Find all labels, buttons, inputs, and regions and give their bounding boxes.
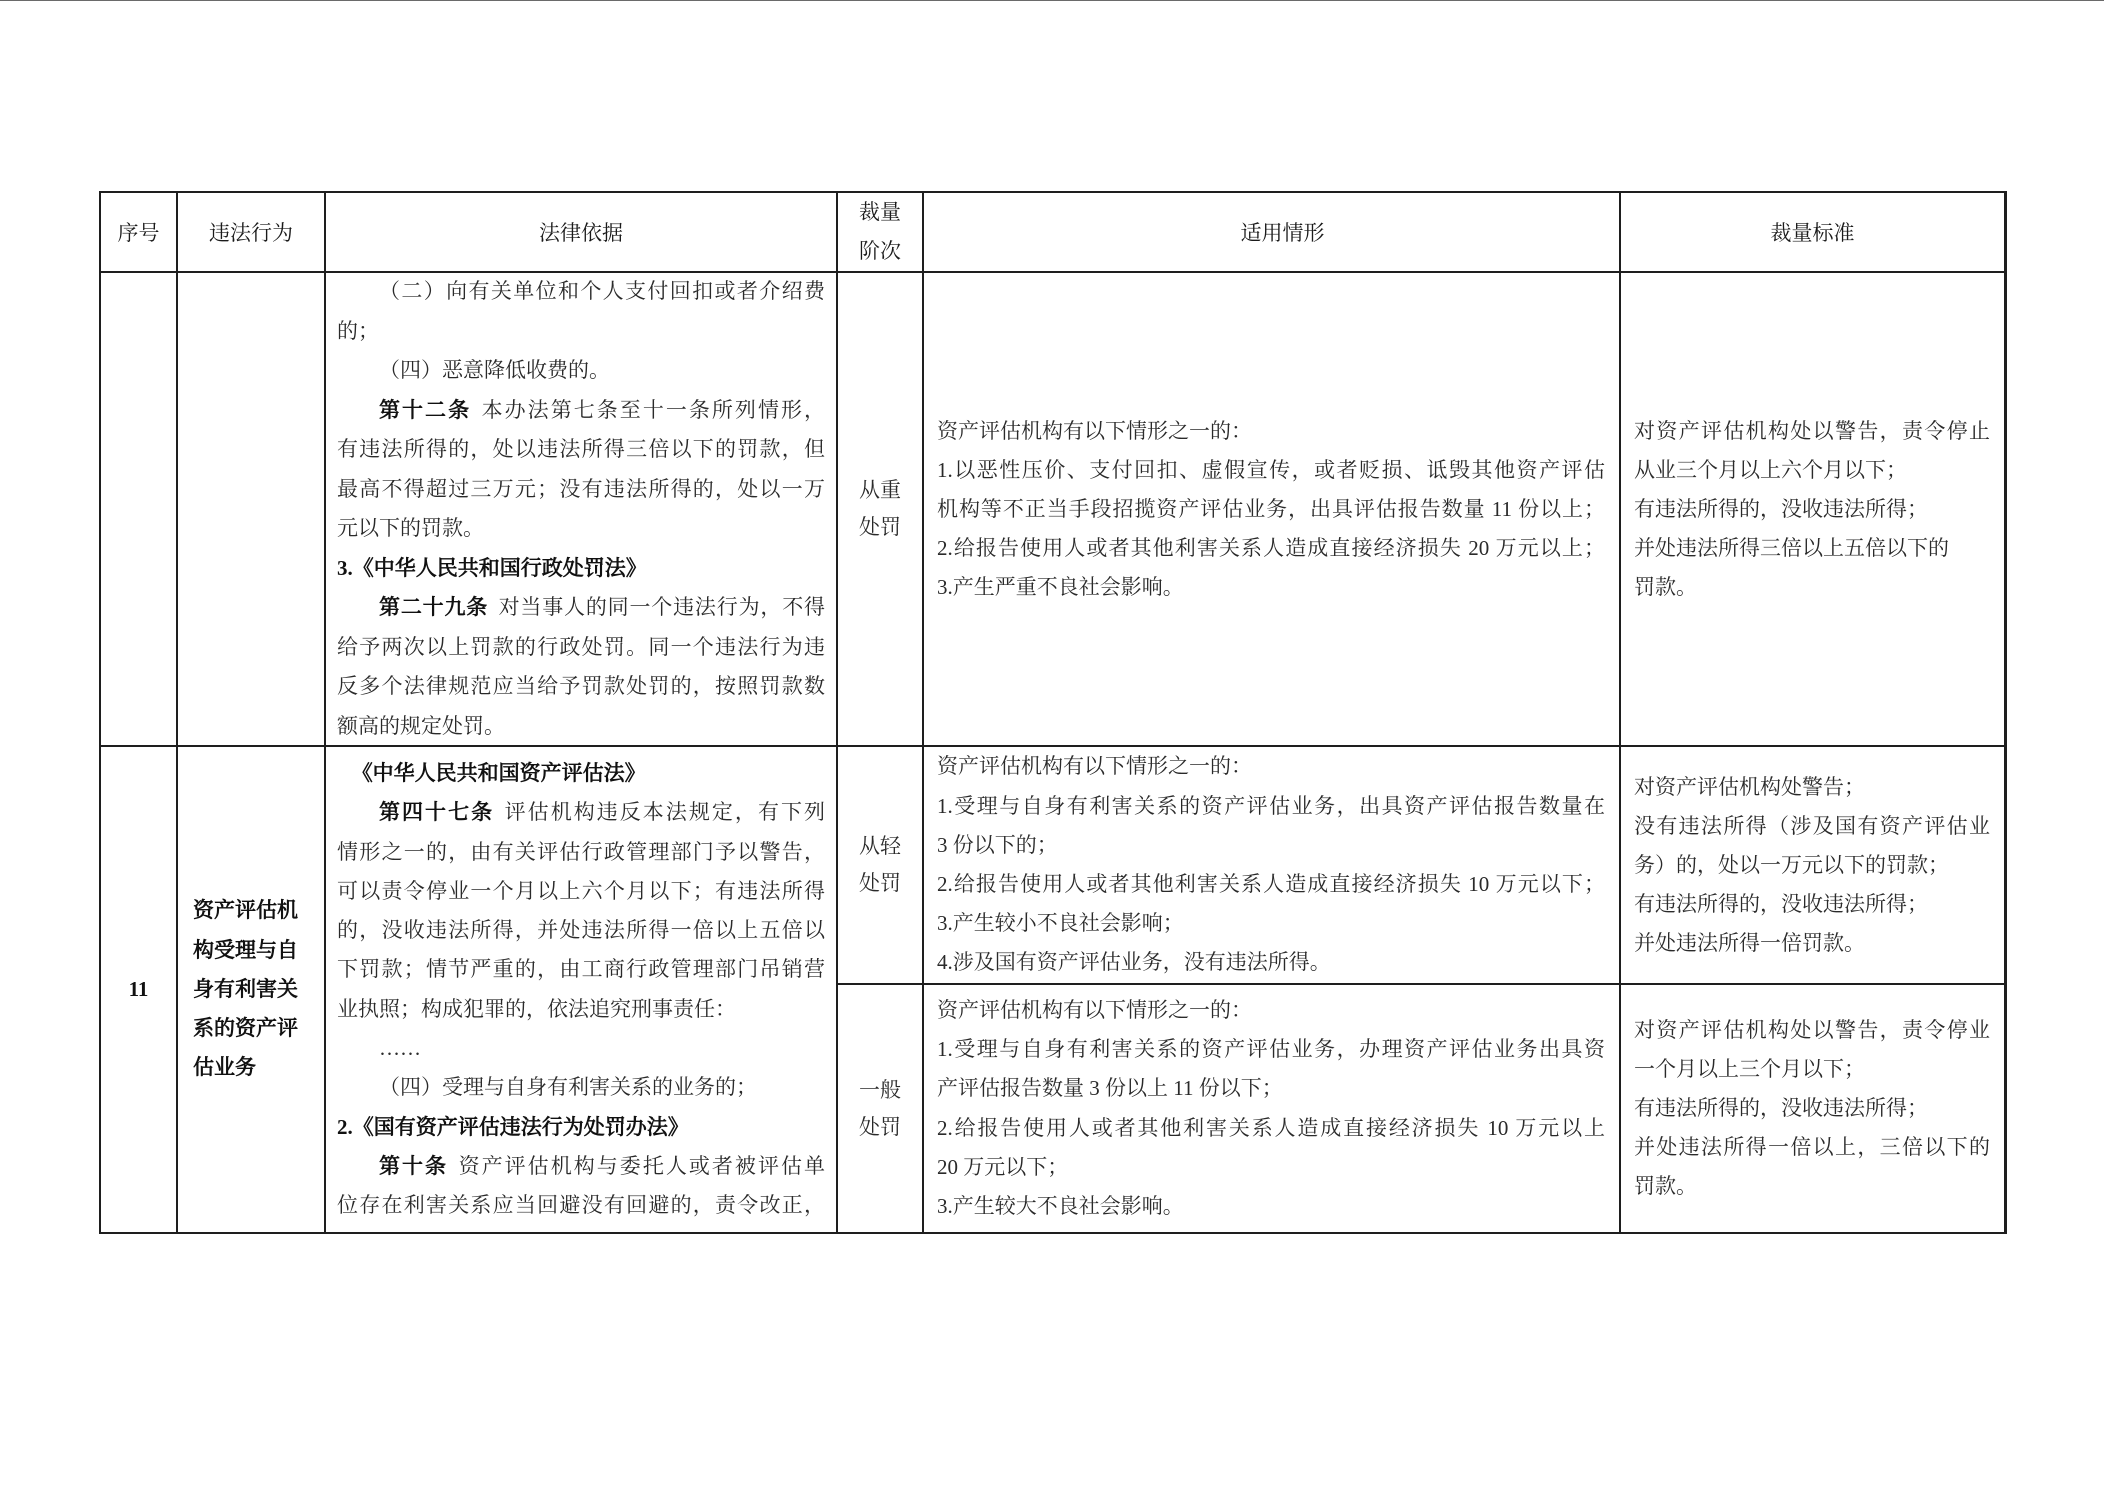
header-tier-label: 裁量阶次 [859,200,901,263]
article-text: 对当事人的同一个违法行为，不得 [498,595,826,619]
situation-line: 2.给报告使用人或者其他利害关系人造成直接经济损失 10 万元以上 [937,1115,1605,1140]
situation-line: 3.产生较小不良社会影响； [937,911,1184,936]
legal-basis-line: 有违法所得的，处以违法所得三倍以下的罚款，但 [337,437,825,461]
standard-line: 一个月以上三个月以下； [1634,1057,1865,1081]
row-11-tier-lenient [837,746,923,984]
row-continued-situation [923,272,1620,746]
article-text: 资产评估机构与委托人或者被评估单 [458,1153,826,1178]
row-11-situation-general [923,984,1620,1233]
standard-line: 对资产评估机构处以警告，责令停止 [1634,418,1990,443]
legal-basis-line: 的； [337,318,379,343]
legal-basis-line: （四）恶意降低收费的。 [379,358,610,382]
tier-label: 从轻处罚 [859,834,901,895]
standard-line: 没有违法所得（涉及国有资产评估业 [1634,813,1990,838]
legal-basis-line: （四）受理与自身有利害关系的业务的； [379,1075,757,1100]
tier-label: 一般处罚 [859,1077,901,1139]
legal-basis-line: 情形之一的，由有关评估行政管理部门予以警告， [337,839,825,864]
law-title: 《中华人民共和国资产评估法》 [351,761,646,785]
header-violation [177,192,325,272]
situation-line: 3.产生较大不良社会影响。 [937,1193,1184,1218]
article-number: 第十二条 [379,397,472,422]
row-11-legal-basis [325,746,837,1233]
legal-basis-line: （二）向有关单位和个人支付回扣或者介绍费 [379,279,825,303]
legal-basis-line: 反多个法律规范应当给予罚款处罚的，按照罚款数 [337,674,825,698]
header-situation-label: 适用情形 [1240,221,1325,245]
standard-line: 并处违法所得一倍以上，三倍以下的 [1634,1135,1990,1159]
row-continued-standard [1620,272,2005,746]
legal-basis-line: 业执照；构成犯罪的，依法追究刑事责任： [337,996,736,1021]
legal-basis-line: 给予两次以上罚款的行政处罚。同一个违法行为违 [337,634,825,659]
header-standard-label: 裁量标准 [1770,221,1855,245]
article-number: 第十条 [379,1153,449,1178]
legal-basis-line: 可以责令停业一个月以上六个月以下；有违法所得 [337,878,825,903]
header-no [100,192,177,272]
legal-basis-line: 位存在利害关系应当回避没有回避的，责令改正， [337,1193,825,1218]
situation-line: 3.产生严重不良社会影响。 [937,574,1184,599]
situation-line: 资产评估机构有以下情形之一的： [937,418,1252,443]
header-no-label: 序号 [117,221,160,245]
legal-basis-line: 最高不得超过三万元；没有违法所得的，处以一万 [337,476,825,501]
standard-line: 对资产评估机构处警告； [1634,774,1865,799]
legal-article-line [337,793,825,832]
row-11-no [100,746,177,1233]
row-11-standard-lenient [1620,746,2005,984]
situation-line: 资产评估机构有以下情形之一的： [937,754,1252,779]
standard-line: 罚款。 [1634,1174,1697,1198]
situation-line: 1.以恶性压价、支付回扣、虚假宣传，或者贬损、诋毁其他资产评估 [937,457,1605,482]
standard-line: 有违法所得的，没收违法所得； [1634,496,1928,521]
legal-article-line [337,391,825,431]
header-legal-basis [325,192,837,272]
legal-basis-line: 元以下的罚款。 [337,516,484,540]
header-violation-label: 违法行为 [209,221,293,245]
situation-line: 3 份以下的； [937,832,1058,857]
situation-line: 2.给报告使用人或者其他利害关系人造成直接经济损失 10 万元以下； [937,872,1605,896]
situation-line: 20 万元以下； [937,1154,1069,1179]
tier-label: 从重处罚 [859,478,901,539]
situation-line: 2.给报告使用人或者其他利害关系人造成直接经济损失 20 万元以上； [937,535,1605,560]
article-text: 本办法第七条至十一条所列情形， [481,397,826,422]
legal-basis-line: 下罚款；情节严重的，由工商行政管理部门吊销营 [337,957,825,982]
standard-line: 并处违法所得三倍以上五倍以下的 [1634,535,1949,560]
standard-line: 对资产评估机构处以警告，责令停业 [1634,1018,1990,1042]
legal-basis-line: 额高的规定处罚。 [337,713,505,738]
standard-line: 并处违法所得一倍罚款。 [1634,930,1865,955]
violation-text: 资产评估机构受理与自身有利害关系的资产评估业务 [193,898,298,1080]
article-number: 第四十七条 [379,800,495,825]
header-tier [837,192,923,272]
header-situation [923,192,1620,272]
header-standard [1620,192,2005,272]
legal-article-line [337,1147,825,1186]
law-title: 3.《中华人民共和国行政处罚法》 [337,555,647,580]
article-number: 第二十九条 [379,595,489,619]
row-continued-tier [837,272,923,746]
situation-line: 1.受理与自身有利害关系的资产评估业务，办理资产评估业务出具资 [937,1037,1605,1062]
situation-line: 资产评估机构有以下情形之一的： [937,997,1252,1022]
legal-article-line [337,588,825,628]
legal-basis-line: 的，没收违法所得，并处违法所得一倍以上五倍以 [337,918,825,943]
standard-line: 有违法所得的，没收违法所得； [1634,1096,1928,1120]
situation-line: 1.受理与自身有利害关系的资产评估业务，出具资产评估报告数量在 [937,793,1605,818]
situation-line: 4.涉及国有资产评估业务，没有违法所得。 [937,950,1331,975]
standard-line: 从业三个月以上六个月以下； [1634,457,1907,482]
standard-line: 务）的，处以一万元以下的罚款； [1634,852,1949,877]
situation-line: 机构等不正当手段招揽资产评估业务，出具评估报告数量 11 份以上； [937,496,1605,521]
row-number: 11 [128,977,149,1001]
article-text: 评估机构违反本法规定，有下列 [504,800,826,825]
row-11-tier-general [837,984,923,1233]
standard-line: 有违法所得的，没收违法所得； [1634,891,1928,916]
legal-basis-line: …… [379,1036,421,1061]
standard-line: 罚款。 [1634,574,1697,599]
law-title: 2.《国有资产评估违法行为处罚办法》 [337,1114,689,1139]
situation-line: 产评估报告数量 3 份以上 11 份以下； [937,1076,1283,1101]
row-11-standard-general [1620,984,2005,1233]
row-continued-legal-basis [325,272,837,746]
header-legal-basis-label: 法律依据 [539,221,623,245]
row-11-situation-lenient [923,746,1620,984]
row-11-violation [177,746,325,1233]
